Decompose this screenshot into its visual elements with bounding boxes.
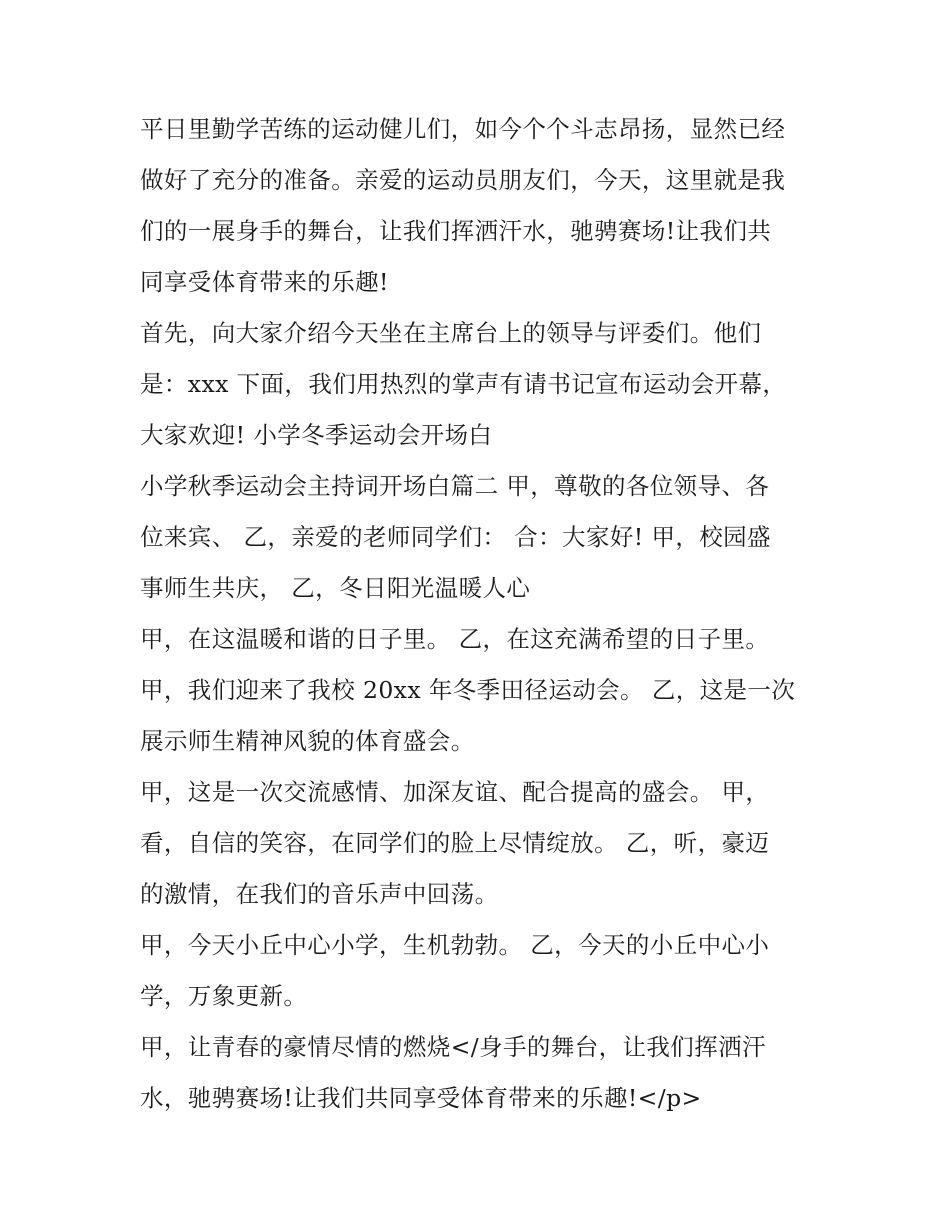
text-line: 平日里勤学苦练的运动健儿们，如今个个斗志昂扬，显然已经 xyxy=(140,115,786,143)
text-line: 位来宾、 乙，亲爱的老师同学们： 合：大家好! 甲，校园盛 xyxy=(140,523,771,551)
text-line: 甲，今天小丘中心小学，生机勃勃。 乙，今天的小丘中心小 xyxy=(140,931,770,959)
text-line: 首先，向大家介绍今天坐在主席台上的领导与评委们。他们 xyxy=(140,319,762,347)
text-line: 的激情，在我们的音乐声中回荡。 xyxy=(140,880,499,908)
text-line: 事师生共庆， 乙，冬日阳光温暖人心 xyxy=(140,574,531,602)
text-line: 大家欢迎! 小学冬季运动会开场白 xyxy=(140,421,493,449)
text-line: 水，驰骋赛场!让我们共同享受体育带来的乐趣!</p> xyxy=(140,1084,702,1112)
text-line: 学，万象更新。 xyxy=(140,982,308,1010)
text-line: 小学秋季运动会主持词开场白篇二 甲，尊敬的各位领导、各 xyxy=(140,472,770,500)
text-line: 看，自信的笑容，在同学们的脸上尽情绽放。 乙，听，豪迈 xyxy=(140,829,770,857)
text-line: 同享受体育带来的乐趣! xyxy=(140,268,389,296)
text-line: 甲，我们迎来了我校 20xx 年冬季田径运动会。 乙，这是一次 xyxy=(140,676,796,704)
text-line: 甲，让青春的豪情尽情的燃烧</身手的舞台，让我们挥洒汗 xyxy=(140,1033,766,1061)
text-line: 是：xxx 下面，我们用热烈的掌声有请书记宣布运动会开幕， xyxy=(140,370,787,398)
text-line: 展示师生精神风貌的体育盛会。 xyxy=(140,727,475,755)
text-line: 们的一展身手的舞台，让我们挥洒汗水，驰骋赛场!让我们共 xyxy=(140,217,772,245)
document-page xyxy=(140,104,820,1124)
text-line: 甲，这是一次交流感情、加深友谊、配合提高的盛会。 甲， xyxy=(140,778,770,806)
text-line: 做好了充分的准备。亲爱的运动员朋友们，今天，这里就是我 xyxy=(140,166,786,194)
text-line: 甲，在这温暖和谐的日子里。 乙，在这充满希望的日子里。 xyxy=(140,625,770,653)
